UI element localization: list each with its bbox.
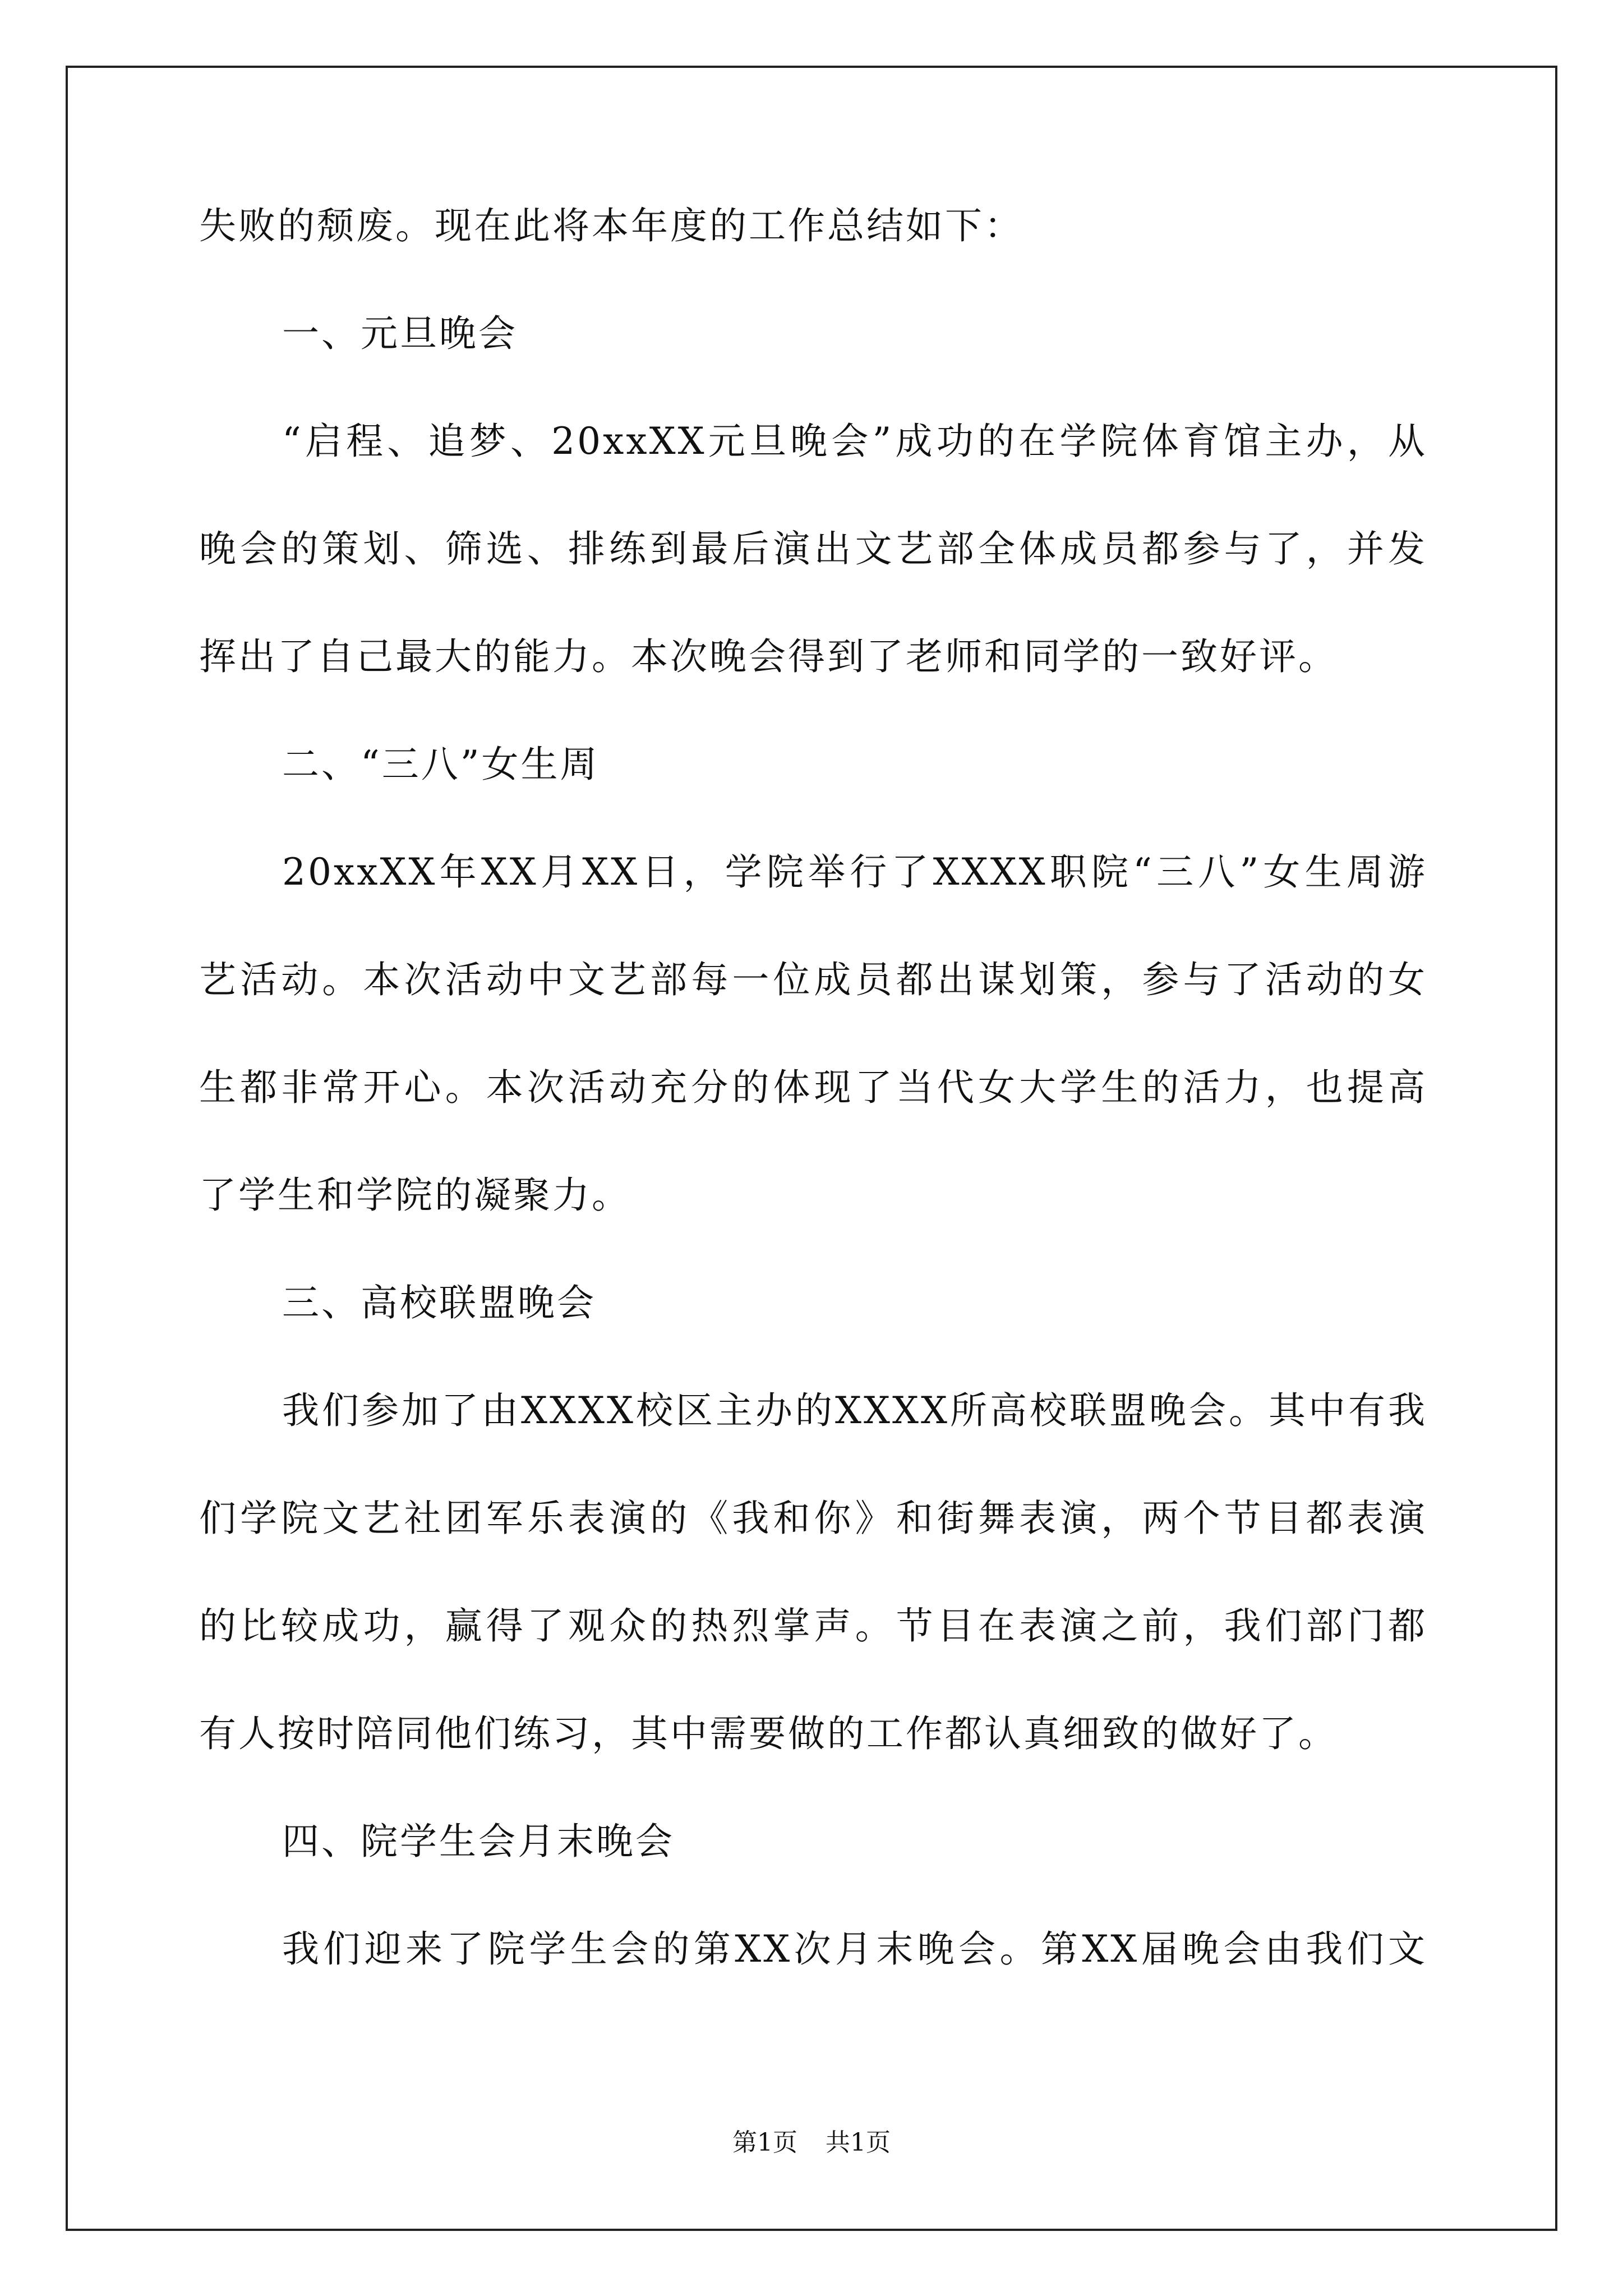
paragraph-line: 我们迎来了院学生会的第XX次月末晚会。第XX届晚会由我们文	[282, 1927, 1427, 1971]
paragraph-line: 艺活动。本次活动中文艺部每一位成员都出谋划策，参与了活动的女	[199, 958, 1427, 1001]
paragraph-line: 挥出了自己最大的能力。本次晚会得到了老师和同学的一致好评。	[199, 635, 1338, 678]
paragraph-line: 晚会的策划、筛选、排练到最后演出文艺部全体成员都参与了，并发	[199, 527, 1427, 570]
page-number: 第1页	[732, 2128, 797, 2157]
paragraph-line: 20xxXX年XX月XX日，学院举行了XXXX职院“三八”女生周游	[282, 850, 1427, 894]
section-heading: 三、高校联盟晚会	[282, 1281, 596, 1324]
paragraph-line: 了学生和学院的凝聚力。	[199, 1174, 631, 1217]
paragraph-line: 失败的颓废。现在此将本年度的工作总结如下：	[199, 204, 1023, 247]
paragraph-line: 生都非常开心。本次活动充分的体现了当代女大学生的活力，也提高	[199, 1066, 1427, 1109]
paragraph-line: 的比较成功，赢得了观众的热烈掌声。节目在表演之前，我们部门都	[199, 1604, 1427, 1648]
paragraph-line: “启程、追梦、20xxXX元旦晚会”成功的在学院体育馆主办，从	[282, 420, 1427, 463]
paragraph-line: 我们参加了由XXXX校区主办的XXXX所高校联盟晚会。其中有我	[282, 1389, 1427, 1432]
paragraph-line: 有人按时陪同他们练习，其中需要做的工作都认真细致的做好了。	[199, 1712, 1338, 1755]
section-heading: 二、“三八”女生周	[282, 743, 600, 786]
page-total: 共1页	[826, 2128, 891, 2157]
page-footer	[0, 2126, 1623, 2160]
section-heading: 一、元旦晚会	[282, 312, 518, 355]
paragraph-line: 们学院文艺社团军乐表演的《我和你》和街舞表演，两个节目都表演	[199, 1497, 1427, 1540]
page-border	[66, 66, 1557, 2231]
section-heading: 四、院学生会月末晚会	[282, 1820, 675, 1863]
